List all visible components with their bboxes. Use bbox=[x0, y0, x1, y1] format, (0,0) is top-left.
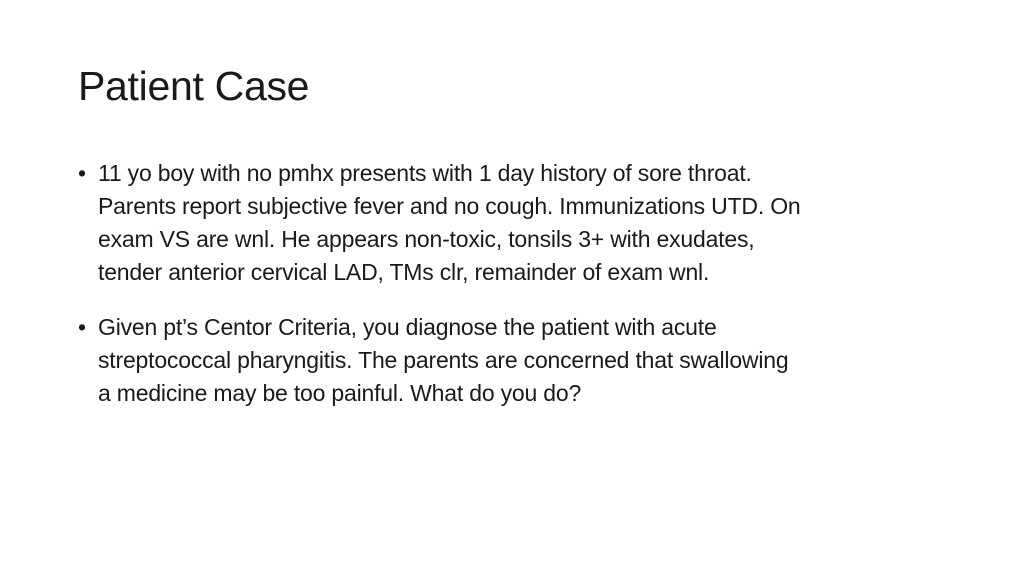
bullet-dot-icon: • bbox=[78, 160, 86, 186]
slide-title: Patient Case bbox=[78, 63, 310, 109]
bullet-text-line: Given pt’s Centor Criteria, you diagnose the patient with acute bbox=[98, 314, 717, 340]
bullet-item-history bbox=[78, 157, 958, 289]
bullet-text-line: a medicine may be too painful. What do you do? bbox=[98, 380, 582, 406]
bullet-text-line: exam VS are wnl. He appears non-toxic, tonsils 3+ with exudates, bbox=[98, 226, 755, 252]
bullet-item-diagnosis bbox=[78, 311, 958, 410]
bullet-text-line: tender anterior cervical LAD, TMs clr, remainder of exam wnl. bbox=[98, 259, 710, 285]
bullet-dot-icon: • bbox=[78, 314, 86, 340]
bullet-list bbox=[78, 157, 958, 432]
bullet-text-line: Parents report subjective fever and no cough. Immunizations UTD. On bbox=[98, 193, 801, 219]
bullet-text-line: 11 yo boy with no pmhx presents with 1 day history of sore throat. bbox=[98, 160, 752, 186]
bullet-text-line: streptococcal pharyngitis. The parents are concerned that swallowing bbox=[98, 347, 789, 373]
